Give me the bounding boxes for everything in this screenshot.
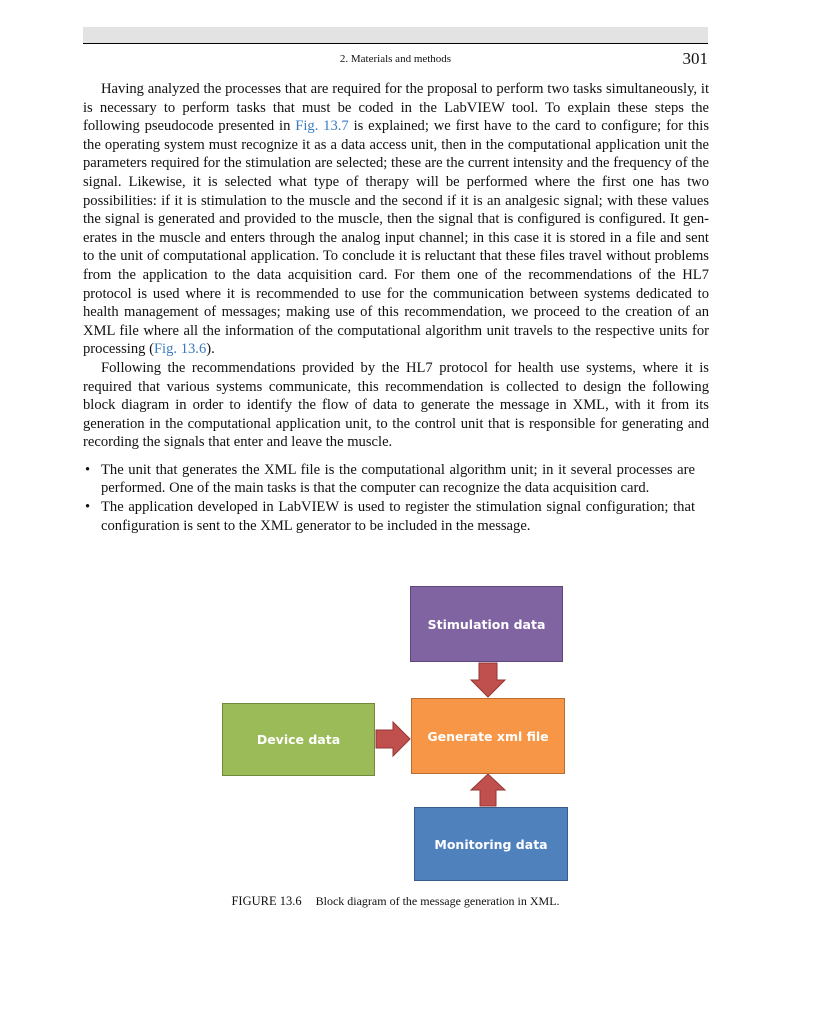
right-arrow-icon bbox=[376, 722, 410, 756]
stimulation-data-label: Stimulation data bbox=[427, 616, 546, 632]
figure-label: FIGURE 13.6 bbox=[231, 894, 302, 908]
device-data-box bbox=[222, 703, 375, 776]
page-number: 301 bbox=[682, 49, 708, 68]
up-arrow-icon bbox=[471, 774, 505, 806]
stimulation-data-box bbox=[410, 586, 563, 662]
bullet-item bbox=[83, 498, 709, 535]
figure-caption-text: Block diagram of the message generation in XML. bbox=[315, 894, 560, 908]
paragraph-1-part-b: is explained; we first have to the card to configure; for this the operating system must recognize it as a data access unit, then in the computational application unit the parameters required for the stimulation are selected; these are the current intensity and the frequency of the signal. Likewise, it is selected what type of therapy will be performed where the first one has two possibilities: if it is stimulation to the muscle and the second if it is an analgesic signal; with these values the signal is generated and provided to the muscle, then the signal that is configured is configured. It generates in the muscle and enters through the analog input channel; in this case it is stored in a file and sent to the unit of computational application. To conclude it is reluctant that these files travel without problems from the application to the data acquisition card. For them one of the recommendations of the HL7 protocol is used where it is recommended to use for the communication between systems dedicated to health management of messages; making use of this recommendation, we proceed to the creation of an XML file where all the information of the computational algorithm unit travels to the respective units for processing ( bbox=[83, 118, 709, 358]
paragraph-1-part-a: Having analyzed the processes that are required for the proposal to perform two tasks simultaneously, it is necessary to perform tasks that must be coded in the LabVIEW tool. To explain these steps the following pseudocode presented in bbox=[83, 81, 709, 135]
body-text bbox=[83, 80, 709, 535]
bullet-list bbox=[83, 461, 709, 535]
section-label: 2. Materials and methods bbox=[339, 53, 452, 65]
paragraph-1-part-c: ). bbox=[206, 341, 215, 358]
fig-13-7-link[interactable]: Fig. 13.7 bbox=[295, 118, 349, 135]
bullet-text: The application developed in LabVIEW is used to register the stimulation signal configuration; that configuration is sent to the XML generator to be included in the message. bbox=[101, 499, 695, 534]
bullet-text: The unit that generates the XML file is the computational algorithm unit; in it several processes are performed. One of the main tasks is that the computer can recognize the data acquisition card. bbox=[101, 461, 695, 497]
paragraph-1 bbox=[83, 80, 709, 359]
monitoring-data-label: Monitoring data bbox=[434, 836, 548, 852]
figure-caption bbox=[83, 894, 708, 909]
monitoring-data-box bbox=[414, 807, 568, 881]
generate-xml-file-box bbox=[411, 698, 565, 774]
down-arrow-icon bbox=[471, 663, 505, 697]
running-head bbox=[83, 49, 708, 69]
paragraph-2: Following the recommendations provided by the HL7 protocol for health use systems, where it is required that various systems communicate, this recommendation is collected to design the following block diagram in order to identify the flow of data to generate the message in XML, with it from its generation in the computational application unit, to the control unit that is responsible for generating and recording the signals that enter and leave the muscle. bbox=[83, 359, 709, 451]
bullet-item bbox=[83, 461, 709, 498]
bullet-icon: • bbox=[85, 499, 91, 516]
device-data-label: Device data bbox=[256, 732, 341, 747]
page-header-bar bbox=[83, 27, 708, 43]
fig-13-6-link[interactable]: Fig. 13.6 bbox=[153, 341, 207, 358]
header-rule bbox=[83, 43, 708, 44]
generate-xml-file-label: Generate xml file bbox=[427, 728, 549, 744]
bullet-icon: • bbox=[85, 461, 91, 478]
